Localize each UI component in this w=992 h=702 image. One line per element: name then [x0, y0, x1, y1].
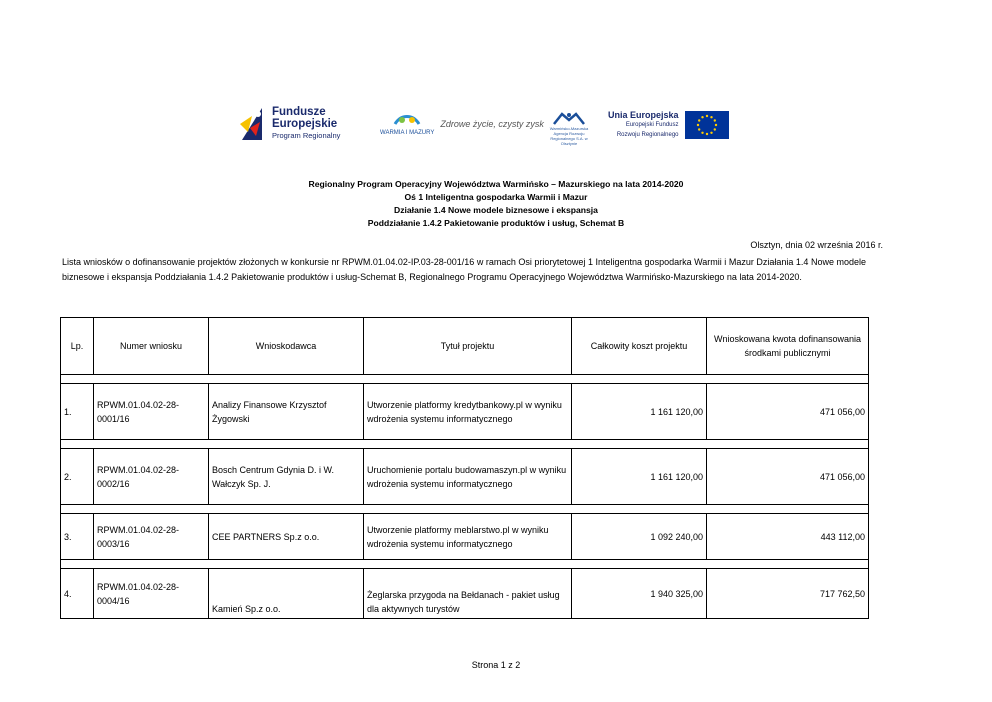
fundusze-line2: Europejskie	[272, 118, 338, 130]
table-header-row	[61, 318, 869, 375]
cell-numer: RPWM.01.04.02-28-0004/16	[94, 569, 209, 619]
cell-numer: RPWM.01.04.02-28-0002/16	[94, 449, 209, 505]
ue-line3: Rozwoju Regionalnego	[616, 132, 679, 138]
cell-wnioskodawca: CEE PARTNERS Sp.z o.o.	[209, 514, 364, 560]
header-action: Działanie 1.4 Nowe modele biznesowe i ekspansja	[394, 205, 598, 215]
fundusze-line1: Fundusze	[272, 106, 326, 118]
header-numer: Numer wniosku	[94, 318, 209, 375]
warmia-mazury-logo	[380, 112, 544, 136]
document-header	[0, 178, 992, 230]
cell-tytul: Żeglarska przygoda na Bełdanach - pakiet usług dla aktywnych turystów	[364, 569, 572, 619]
table-row	[61, 449, 869, 505]
projects-table	[60, 317, 869, 619]
cell-kwota: 471 056,00	[707, 449, 869, 505]
document-date: Olsztyn, dnia 02 września 2016 r.	[750, 240, 883, 250]
unia-europejska-logo	[608, 110, 729, 140]
header-kwota: Wnioskowana kwota dofinansowania środkami publicznymi	[707, 318, 869, 375]
fundusze-emblem-icon	[238, 104, 266, 144]
ue-line1: Unia Europejska	[608, 110, 679, 120]
agency-caption: Warmińsko-Mazurska Agencja Rozwoju Regionalnego S.A. w Olsztynie	[549, 126, 589, 146]
cell-tytul: Uruchomienie portalu budowamaszyn.pl w wyniku wdrożenia systemu informatycznego	[364, 449, 572, 505]
header-axis: Oś 1 Inteligentna gospodarka Warmii i Mazur	[404, 192, 588, 202]
cell-numer: RPWM.01.04.02-28-0003/16	[94, 514, 209, 560]
header-wnioskodawca: Wnioskodawca	[209, 318, 364, 375]
warmia-mazury-emblem-icon	[393, 112, 421, 130]
page-number: Strona 1 z 2	[471, 660, 521, 670]
cell-koszt: 1 161 120,00	[572, 384, 707, 440]
fundusze-europejskie-logo	[238, 104, 340, 144]
table-row	[61, 384, 869, 440]
header-lp: Lp.	[61, 318, 94, 375]
cell-lp: 3.	[61, 514, 94, 560]
table-row	[61, 514, 869, 560]
cell-lp: 4.	[61, 569, 94, 619]
eu-flag-icon	[685, 111, 729, 139]
header-koszt: Całkowity koszt projektu	[572, 318, 707, 375]
cell-tytul: Utworzenie platformy meblarstwo.pl w wyniku wdrożenia systemu informatycznego	[364, 514, 572, 560]
cell-wnioskodawca: Analizy Finansowe Krzysztof Żygowski	[209, 384, 364, 440]
cell-lp: 2.	[61, 449, 94, 505]
fundusze-line3: Program Regionalny	[272, 131, 341, 140]
intro-paragraph: Lista wniosków o dofinansowanie projektów złożonych w konkursie nr RPWM.01.04.02-IP.03-28-001/16 w ramach Osi priorytetowej 1 Inteligentna gospodarka Warmii i Mazur Działania 1.4 Nowe modele biznesowe i ekspansja Poddziałania 1.4.2 Pakietowanie produktów i usług-Schemat B, Regionalnego Programu Operacyjnego Województwa Warmińsko-Mazurskiego na lata 2014-2020.	[62, 257, 866, 282]
cell-lp: 1.	[61, 384, 94, 440]
cell-kwota: 443 112,00	[707, 514, 869, 560]
cell-kwota: 471 056,00	[707, 384, 869, 440]
warmia-slogan: Zdrowe życie, czysty zysk	[440, 119, 544, 129]
cell-koszt: 1 092 240,00	[572, 514, 707, 560]
cell-kwota: 717 762,50	[707, 569, 869, 619]
header-subaction: Poddziałanie 1.4.2 Pakietowanie produktów i usług, Schemat B	[367, 218, 625, 228]
cell-numer: RPWM.01.04.02-28-0001/16	[94, 384, 209, 440]
cell-koszt: 1 940 325,00	[572, 569, 707, 619]
logo-bar	[0, 100, 992, 150]
header-program: Regionalny Program Operacyjny Województwa Warmińsko – Mazurskiego na lata 2014-2020	[308, 179, 684, 189]
agency-logo	[547, 110, 591, 146]
cell-tytul: Utworzenie platformy kredytbankowy.pl w wyniku wdrożenia systemu informatycznego	[364, 384, 572, 440]
cell-wnioskodawca: Bosch Centrum Gdynia D. i W. Wałczyk Sp. J.	[209, 449, 364, 505]
ue-line2: Europejski Fundusz	[625, 122, 679, 128]
agency-emblem-icon	[552, 110, 586, 126]
header-tytul: Tytuł projektu	[364, 318, 572, 375]
table-row	[61, 569, 869, 619]
warmia-caption: WARMIA I MAZURY	[380, 130, 435, 136]
cell-wnioskodawca: Kamień Sp.z o.o.	[209, 569, 364, 619]
cell-koszt: 1 161 120,00	[572, 449, 707, 505]
